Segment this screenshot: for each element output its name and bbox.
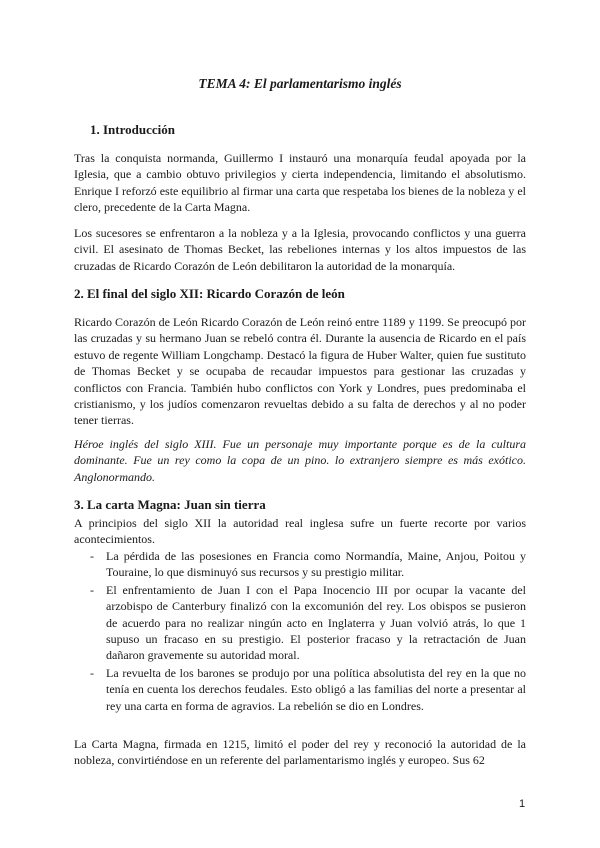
paragraph-intro-2: Los sucesores se enfrentaron a la nobleza y a la Iglesia, provocando conflictos y una guerra civil. El asesinato de Thomas Becket, las rebeliones internas y los altos impuestos de las cruzadas de Ricardo Corazón de León debilitaron la autoridad de la monarquía. [74, 226, 526, 273]
list-item: - El enfrentamiento de Juan I con el Papa Inocencio III por ocupar la vacante del arzobispo de Canterbury finalizó con la excomunión del rey. Los obispos se pusieron de acuerdo para no realizar ningún acto en Inglaterra y Juan volvió atrás, lo que 1 supuso un fracaso en su prestigio. El posterior fracaso y la retractación de Juan dañaron gravemente su autoridad moral. [90, 582, 526, 663]
section-heading-carta-magna: 3. La carta Magna: Juan sin tierra [74, 497, 266, 512]
page-number: 1 [519, 798, 526, 810]
paragraph-ricardo: Ricardo Corazón de León Ricardo Corazón de León reinó entre 1189 y 1199. Se preocupó por las cruzadas y su hermano Juan se rebeló contra él. Durante la ausencia de Ricardo en el país estuvo de regente William Longchamp. Destacó la figura de Huber Walter, quien fue sustituto de Thomas Becket y se ocupaba de recaudar impuestos para gestionar las cruzadas y conflictos con Francia. También hubo conflictos con York y Londres, pues predominaba el cristianismo, y los judíos comenzaron revueltas debido a su falta de derechos y al no poder tener tierras. [74, 315, 526, 428]
bullet-marker: - [90, 549, 94, 563]
section-heading-ricardo: 2. El final del siglo XII: Ricardo Corazón de león [74, 286, 345, 301]
document-title: TEMA 4: El parlamentarismo inglés [198, 76, 402, 91]
bullet-marker: - [90, 665, 94, 680]
bullet-marker: - [90, 582, 94, 597]
list-item: - La revuelta de los barones se produjo por una política absolutista del rey en la que no tenía en cuenta los derechos feudales. Esto obligó a las familias del norte a presentar al rey una carta en forma de agravios. La rebelión se dio en Londres. [90, 665, 526, 713]
paragraph-carta-final: La Carta Magna, firmada en 1215, limitó el poder del rey y reconoció la autoridad de la nobleza, convirtiéndose en un referente del parlamentarismo inglés y europeo. Sus 62 [74, 737, 526, 768]
section-heading-introduccion: 1. Introducción [90, 122, 175, 137]
paragraph-intro-1: Tras la conquista normanda, Guillermo I instauró una monarquía feudal apoyada por la Iglesia, que a cambio obtuvo privilegios y cierta independencia, limitando el absolutismo. Enrique I reforzó este equilibrio al firmar una carta que respetaba los bienes de la nobleza y el clero, precedente de la Carta Magna. [74, 151, 526, 215]
paragraph-carta-intro: A principios del siglo XII la autoridad real inglesa sufre un fuerte recorte por varios acontecimientos. [74, 516, 526, 547]
paragraph-ricardo-note: Héroe inglés del siglo XIII. Fue un personaje muy importante porque es de la cultura dominante. Fue un rey como la copa de un pino. lo extranjero siempre es más exótico. Anglonormando. [74, 437, 526, 484]
bullet-list [74, 548, 526, 715]
list-item: - La pérdida de las posesiones en Francia como Normandía, Maine, Anjou, Poitou y Touraine, lo que disminuyó sus recursos y su prestigio militar. [90, 549, 526, 580]
